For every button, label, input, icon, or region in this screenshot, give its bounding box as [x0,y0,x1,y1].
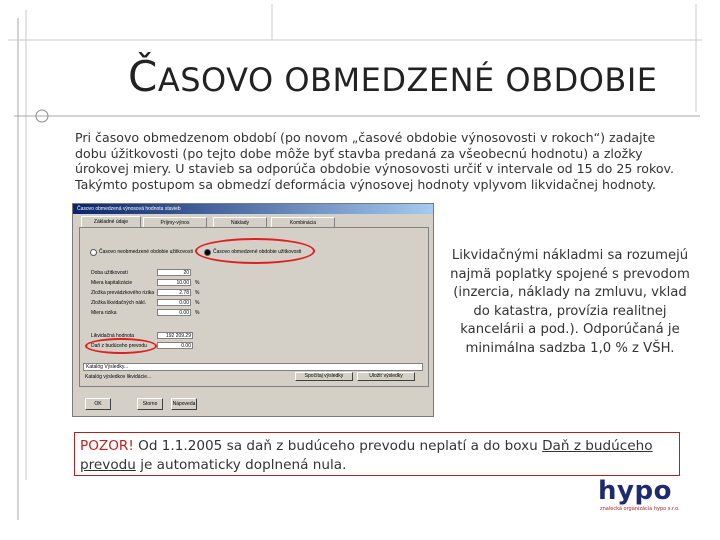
slide-title-rest: ASOVO OBMEDZENÉ OBDOBIE [157,61,658,99]
field-unit-4: % [195,300,200,306]
tab-basic[interactable]: Základné údaje [81,216,141,228]
dialog-title: Časovo obmedzená výnosová hodnota stavieb [73,204,433,214]
settings-dialog [72,203,434,417]
radio-unlimited[interactable] [90,249,97,256]
radio-limited-label: Časovo obmedzené obdobie užitkovosti [213,249,302,255]
slide-title [128,52,658,101]
field-label-1: Doba užitkovosti [91,270,128,276]
tab-combination[interactable]: Kombinácia [271,217,335,228]
calc-results-button[interactable]: Spočítaj výsledky [295,372,353,381]
field-label-5: Miera rizika [91,310,117,316]
liquidation-list-header: Katalóg výsledkov likvidácie... [83,374,165,382]
highlight-ring-tax [85,338,157,354]
slide-title-initial: Č [128,52,158,101]
field-unit-3: % [195,290,200,296]
tab-income[interactable]: Príjmy-výnos [143,217,207,228]
logo-subtitle: znalecká organizácia hypo s.r.o. [600,506,680,512]
tax-input[interactable]: 0.00 [157,342,193,349]
warning-text-2: je automaticky doplnená nula. [135,457,347,473]
liquidation-input[interactable]: 192 209.29 [157,332,193,339]
tax-label: Daň z budúceho prevodu [91,343,147,349]
warning-text-1: Od 1.1.2005 sa daň z budúceho prevodu neplatí a do boxu [133,438,543,454]
liquidation-label: Likvidačná hodnota [91,333,135,339]
field-label-2: Miera kapitalizácie [91,280,133,286]
help-button[interactable]: Nápoveda [171,398,197,410]
hypo-logo [598,476,688,516]
field-input-1[interactable]: 20 [157,269,191,276]
field-input-3[interactable]: 2.78 [157,289,191,296]
field-input-2[interactable]: 10.00 [157,279,191,286]
field-unit-2: % [195,280,200,286]
cancel-button[interactable]: Storno [137,398,163,410]
warning-box [74,432,680,476]
ok-button[interactable]: OK [85,398,111,410]
radio-unlimited-label: Časovo neobmedzené obdobie užitkovosti [99,249,193,255]
field-input-4[interactable]: 0.00 [157,299,191,306]
intro-paragraph: Pri časovo obmedzenom období (po novom „časové obdobie výnosovosti v rokoch“) zadajte dobu úžitkovosti (po tejto dobe môže byť stavba predaná za všeobecnú hodnotu) a zložky úrokovej miery. U stavieb sa odporúča obdobie výnosovosti určiť v intervale od 15 do 25 rokov. Takýmto postupom sa obmedzí deformácia výnosovej hodnoty vplyvom likvidačnej hodnoty. [75,130,675,192]
logo-wordmark: hypo [598,476,672,506]
field-label-4: Zložka likvidačných nákl. [91,300,147,306]
warning-label: POZOR! [80,438,134,454]
warning-link[interactable]: Daň z budúceho prevodu [80,438,653,473]
save-results-button[interactable]: Uložiť výsledky [357,372,415,381]
field-unit-5: % [195,310,200,316]
tab-costs[interactable]: Náklady [213,217,267,228]
side-paragraph: Likvidačnými nákladmi sa rozumejú najmä poplatky spojené s prevodom (inzercia, náklady na zmluvu, vklad do katastra, provízia realitnej kancelárii a pod.). Odporúčaná je minimálna sadzba 1,0 % z VŠH. [450,248,690,356]
highlight-ring-limited [195,238,315,264]
results-list-header: Katalóg Výsledky... [83,363,423,371]
field-label-3: Zložka prevádzkového rizika [91,290,155,296]
field-input-5[interactable]: 0.00 [157,309,191,316]
